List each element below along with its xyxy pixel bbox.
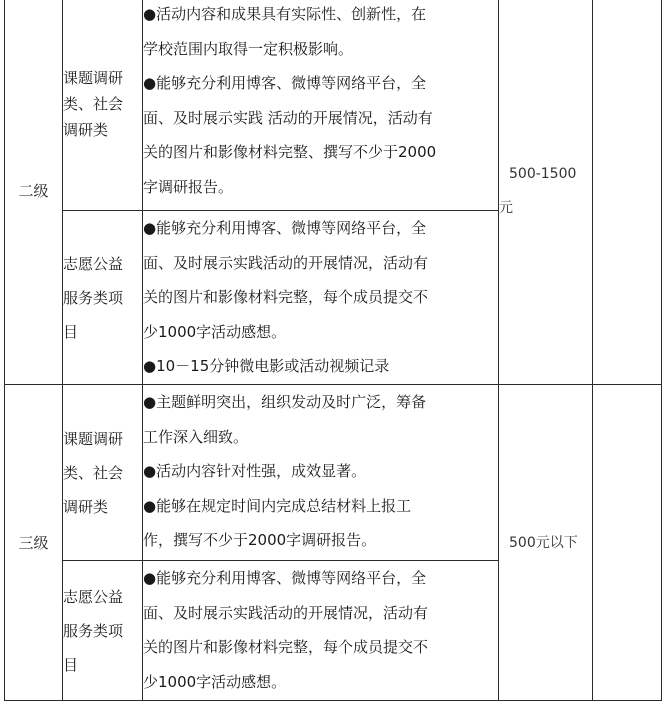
description-line: ●能够充分利用博客、微博等网络平台，全 [143, 219, 427, 237]
description-line: 面、及时展示实践活动的开展情况，活动有 [143, 603, 429, 622]
description-line: 学校范围内取得一定积极影响。 [143, 39, 354, 58]
description-line: 关的图片和影像材料完整、撰写不少于2000 [143, 143, 437, 161]
description-line: 关的图片和影像材料完整，每个成员提交不 [143, 288, 429, 306]
award-level-table [4, 0, 662, 701]
description-line: 面、及时展示实践活动的开展情况，活动有 [143, 253, 429, 272]
category-line: 志愿公益 [63, 587, 124, 606]
category-line: 类、社会 [63, 94, 124, 113]
category-cell [63, 561, 143, 701]
blank-cell [593, 385, 662, 701]
category-line: 类、社会 [63, 463, 124, 482]
level-label: 二级 [18, 182, 49, 200]
category-line: 目 [63, 655, 79, 674]
level-cell [5, 0, 63, 385]
description-line: 少1000字活动感想。 [143, 322, 287, 341]
level-label: 三级 [18, 534, 49, 552]
description-line: ●能够充分利用博客、微博等网络平台，全 [143, 74, 427, 92]
description-cell [143, 211, 499, 385]
category-line: 课题调研 [63, 68, 124, 87]
table-row [5, 385, 662, 561]
amount-line: 元 [499, 199, 513, 216]
category-line: 目 [63, 322, 79, 341]
description-line: ●能够充分利用博客、微博等网络平台，全 [143, 569, 427, 587]
amount-line: 500元以下 [509, 534, 578, 551]
description-cell [143, 561, 499, 701]
amount-line: 500-1500 [509, 165, 577, 182]
level-cell [5, 385, 63, 701]
description-line: ●活动内容针对性强，成效显著。 [143, 462, 367, 480]
category-line: 服务类项 [63, 621, 124, 640]
description-line: 工作深入细致。 [143, 427, 249, 446]
description-line: 面、及时展示实践 活动的开展情况，活动有 [143, 108, 433, 127]
description-cell [143, 0, 499, 211]
category-line: 志愿公益 [63, 254, 124, 273]
description-line: 少1000字活动感想。 [143, 672, 287, 691]
description-line: ●10－15分钟微电影或活动视频记录 [143, 357, 390, 375]
amount-cell [499, 0, 593, 385]
category-line: 调研类 [63, 497, 109, 516]
description-line: 关的图片和影像材料完整，每个成员提交不 [143, 638, 429, 656]
category-line: 服务类项 [63, 288, 124, 307]
description-line: ●能够在规定时间内完成总结材料上报工 [143, 496, 412, 515]
category-line: 课题调研 [63, 429, 124, 448]
category-line: 调研类 [63, 120, 109, 139]
blank-cell [593, 0, 662, 385]
description-cell [143, 385, 499, 561]
amount-cell [499, 385, 593, 701]
description-line: 作，撰写不少于2000字调研报告。 [143, 531, 377, 549]
category-cell [63, 211, 143, 385]
category-cell [63, 0, 143, 211]
category-cell [63, 385, 143, 561]
table-row [5, 0, 662, 211]
description-line: 字调研报告。 [143, 177, 234, 196]
description-line: ●主题鲜明突出，组织发动及时广泛，筹备 [143, 393, 427, 411]
description-line: ●活动内容和成果具有实际性、创新性，在 [143, 5, 427, 23]
